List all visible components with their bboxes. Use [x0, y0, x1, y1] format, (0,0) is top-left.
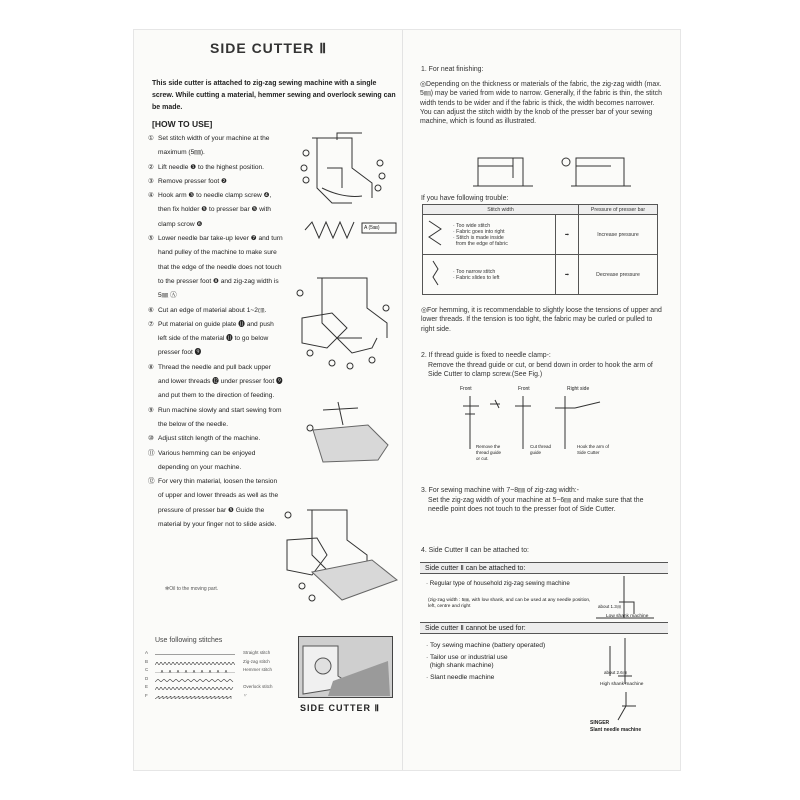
row1-action: Increase pressure	[579, 215, 658, 255]
section1-heading: 1. For neat finishing:	[421, 66, 484, 73]
step-number: ⑥	[148, 306, 154, 314]
step-text: Remove presser foot ❷	[158, 177, 227, 185]
hemming-paragraph: ◎For hemming, it is recommendable to slightly loose the tensions of upper and lower threads. If the tension is too tight, the fabric may be curled or pulled to right side.	[421, 307, 662, 333]
low-shank-about: about 1.3㎝	[598, 604, 622, 609]
stitch-row	[145, 667, 285, 676]
page-fold	[402, 30, 403, 770]
stitch-name: 〃	[243, 692, 248, 698]
stitch-pattern	[155, 687, 235, 690]
machine-head-figure-1	[292, 128, 402, 228]
brand-label: SIDE CUTTER Ⅱ	[300, 703, 380, 713]
step-text: Run machine slowly and start sewing from the below of the needle.	[158, 406, 282, 428]
stitch-name: Overlock stitch	[243, 684, 273, 689]
step-text: Thread the needle and pull back upper and lower threads ⓬ under presser foot ❾ and put them to the direction of feeding.	[158, 363, 283, 400]
section1-paragraph: ◎Depending on the thickness or materials of the fabric, the zig-zag width (max. 5㎜) may be varied from wide to narrow. Generally, if the fabric is thin, the stitch width tends to be wider and if the fabric is thick, the width becomes narrower. You can adjust the stitch width by the knob of the presser bar of your sewing machine, which is found as illustrated.	[420, 81, 662, 126]
stitch-pattern	[155, 662, 235, 665]
step-number: ⑦	[148, 320, 154, 328]
attachable-box-title: Side cutter Ⅱ can be attached to:	[420, 562, 668, 574]
step-item	[148, 318, 283, 361]
not-usable-item: · Tailor use or industrial use (high shank machine)	[426, 654, 508, 669]
slant-needle-figure	[596, 690, 656, 724]
step-item	[148, 361, 283, 404]
step-text: Lower needle bar take-up lever ❼ and turn hand pulley of the machine to make sure that the edge of the needle does not touch to the presser foot ❽ and zig-zag width is 5㎜ Ⓐ	[158, 235, 283, 300]
not-usable-item: · Toy sewing machine (battery operated)	[426, 642, 546, 649]
wide-stitch-icon	[425, 219, 445, 249]
use-following-stitches: Use following stitches	[155, 637, 223, 644]
singer-caption: SINGER	[590, 720, 610, 726]
table-header-stitch-width: Stitch width	[423, 205, 579, 215]
stitch-pattern	[155, 653, 235, 656]
steps-list	[148, 132, 283, 532]
step-item	[148, 189, 283, 232]
step-item	[148, 432, 283, 446]
step-number: ⑨	[148, 406, 154, 414]
high-shank-caption: High shank machine	[600, 682, 644, 687]
stitch-pattern	[155, 696, 235, 699]
section3-body: Set the zig-zag width of your machine at 5~6㎜ and make sure that the needle point does not touch to the presser foot of Side Cutter.	[428, 497, 644, 514]
how-to-use-heading: [HOW TO USE]	[152, 119, 213, 129]
step-number: ⑧	[148, 363, 154, 371]
step-number: ①	[148, 135, 154, 142]
not-usable-box-title: Side cutter Ⅱ cannot be used for:	[420, 622, 668, 634]
stitch-letter: F	[145, 692, 148, 698]
stitch-row	[145, 684, 285, 693]
arrow-icon: ➡	[556, 255, 579, 295]
step-item	[148, 175, 283, 189]
step-text: Cut an edge of material about 1~2㎝.	[158, 306, 267, 314]
stitch-letter: C	[145, 667, 149, 672]
stitch-row	[145, 659, 285, 668]
step-text: Various hemming can be enjoyed depending on your machine.	[158, 449, 256, 471]
step-text: Put material on guide plate ⓫ and push left side of the material ⓫ to go below presser foot ❾	[158, 320, 274, 357]
stitch-letter: E	[145, 684, 149, 689]
step-item	[148, 447, 283, 476]
fig-front-2: Front	[518, 386, 530, 392]
step-item	[148, 404, 283, 433]
slant-needle-caption: Slant needle machine	[590, 727, 642, 733]
machine-front-figure	[468, 148, 538, 192]
step-item	[148, 232, 283, 303]
oil-note: ✻Oil to the moving part.	[165, 586, 219, 592]
step-number: ⑩	[148, 435, 154, 443]
step-number: ⑪	[148, 449, 155, 457]
section3-heading: 3. For sewing machine with 7~8㎜ of zig-zag width:-	[421, 487, 579, 494]
stitch-letter: D	[145, 675, 149, 681]
section4-heading: 4. Side Cutter Ⅱ can be attached to:	[421, 547, 529, 554]
fabric-figure	[298, 400, 398, 465]
step-item	[148, 161, 283, 175]
step-number: ④	[148, 192, 154, 200]
step-text: Lift needle ❶ to the highest position.	[158, 163, 264, 171]
step-number: ⑤	[148, 235, 154, 243]
step-number: ⑫	[148, 478, 155, 486]
not-usable-list	[426, 642, 586, 686]
stitch-name: Hemmer stitch	[243, 667, 273, 672]
stitch-name: Zig-zag stitch	[243, 658, 270, 664]
stitch-name: Straight stitch	[243, 650, 271, 655]
row2-text: · Too narrow stitch · Fabric slides to left	[451, 255, 556, 295]
intro-text: This side cutter is attached to zig-zag sewing machine with a single screw. While cutting a material, hemmer sewing and overlock sewing can be made.	[152, 80, 396, 111]
stitch-row	[145, 676, 285, 685]
not-usable-item: · Slant needle machine	[426, 674, 495, 681]
step-text: Adjust stitch length of the machine.	[158, 435, 261, 443]
low-shank-caption: Low shank machine	[606, 614, 649, 619]
attachable-sub: (zig-zag width : 5㎜, with low shank, and can be used at any needle position, left, centre and right	[428, 598, 591, 609]
step-item	[148, 132, 283, 161]
row2-action: Decrease pressure	[579, 255, 658, 295]
stitch-pattern	[155, 679, 235, 682]
zigzag-width-figure	[300, 218, 400, 248]
step-text: Hook arm ❸ to needle clamp screw ❹, then fix holder ❺ to presser bar ❺ with clamp scrow ❻	[158, 192, 272, 228]
table-header-pressure: Pressure of presser bar	[579, 205, 658, 215]
stitch-pattern	[155, 670, 235, 673]
fig-cap-hook: Hook the arm of Side Cutter	[577, 444, 610, 455]
step-number: ②	[148, 163, 154, 171]
high-shank-figure	[590, 636, 660, 686]
step-number: ③	[148, 177, 154, 185]
attachable-item: · Regular type of household zig-zag sewing machine	[426, 580, 570, 587]
stitch-samples	[145, 650, 285, 701]
stitch-row	[145, 650, 285, 659]
row1-text: · Too wide stitch · Fabric goes into right · Stitch is made inside from the edge of fabric	[451, 215, 556, 255]
machine-knob-figure	[556, 148, 638, 192]
trouble-heading: If you have following trouble:	[421, 195, 509, 202]
stitch-row	[145, 693, 285, 702]
machine-head-figure-3	[282, 500, 402, 610]
machine-head-figure-2	[292, 268, 402, 373]
section2-heading: 2. If thread guide is fixed to needle clamp-:	[421, 352, 551, 359]
section2-body: Remove the thread guide or cut, or bend down in order to hook the arm of Side Cutter to clamp screw.(See Fig.)	[428, 362, 653, 379]
fig-front-1: Front	[460, 386, 472, 392]
fig-cap-remove: Remove the thread guide or cut.	[476, 444, 502, 461]
step-item	[148, 304, 283, 318]
narrow-stitch-icon	[425, 259, 445, 289]
stitch-letter: A	[145, 650, 149, 655]
side-cutter-photo	[298, 636, 393, 698]
trouble-table	[422, 204, 658, 295]
step-text: For very thin material, loosen the tension of upper and lower threads as well as the pressure of presser bar ❺ Guide the material by your finger not to slide aside.	[158, 478, 279, 529]
fig-cap-cut: Cut thread guide	[530, 444, 552, 455]
left-title: SIDE CUTTER Ⅱ	[210, 40, 328, 56]
fig-right-side: Right side	[567, 386, 590, 392]
arrow-icon: ➡	[556, 215, 579, 255]
high-shank-about: about 2.6㎝	[604, 670, 628, 675]
step-item	[148, 475, 283, 532]
stitch-letter: B	[145, 658, 149, 664]
step-text: Set stitch width of your machine at the maximum (5㎜).	[158, 135, 270, 157]
fig-label-a: A (5㎜)	[364, 225, 380, 231]
